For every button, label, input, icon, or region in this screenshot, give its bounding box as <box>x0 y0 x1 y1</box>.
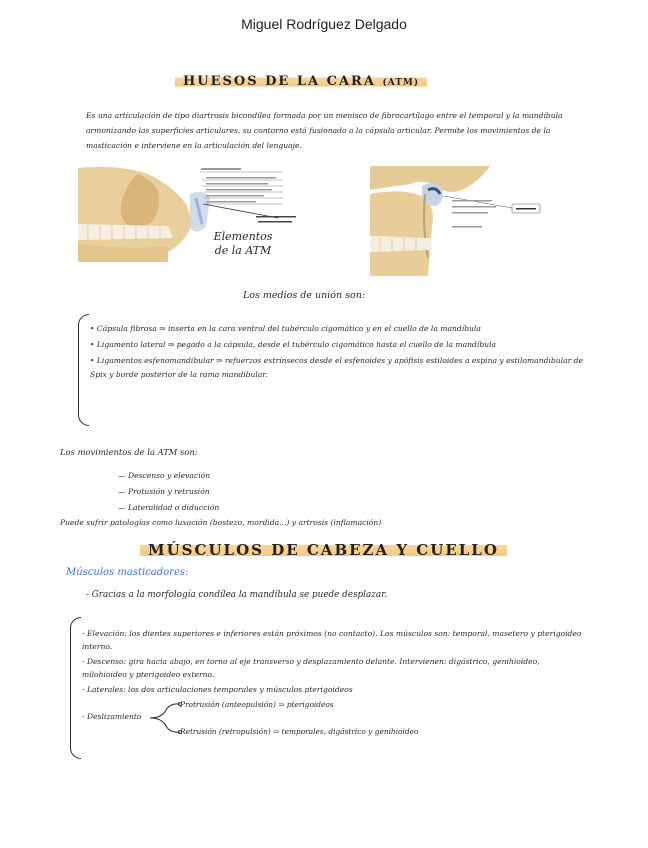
section-title-musculos: MÚSCULOS DE CABEZA Y CUELLO <box>140 541 507 559</box>
figure-caption-line2: de la ATM <box>214 244 272 257</box>
masticatory-intro: - Gracias a la morfología condílea la mandíbula se puede desplazar. <box>86 590 388 600</box>
atm-intro-paragraph: Es una articulación de tipo diartrosis bicondílea formada por un menisco de fibrocartílago entre el temporal y la mandíbula armonizando las superficies articulares, su contorno está fusionado a la cápsula articular. Permite los movimientos de la masticación e interviene en la articulación del lenguaje. <box>86 111 563 150</box>
list-item: — Protusión y retrusión <box>118 487 210 496</box>
medios-heading: Los medios de unión son: <box>243 290 366 301</box>
movements-heading: Los movimientos de la ATM son: <box>60 447 198 457</box>
sliding-protrusion: Protrusión (anteopulsión) ⇒ pterigoideos <box>180 700 334 709</box>
list-item: — Descenso y elevación <box>118 471 211 480</box>
movements-list <box>118 468 219 516</box>
list-item: • Ligamentos esfenomandibular ⇒ refuerzos extrínsecos desde el esfenoides y apófisis estiloides a espina y estilomandibular de Spix y borde posterior de la rama mandibular. <box>90 356 583 379</box>
pathology-note: Puede sufrir patologías como luxación (bostezo, mordida...) y artrosis (inflamación) <box>60 518 382 527</box>
masticatory-subtitle: Músculos masticadores: <box>66 567 189 578</box>
list-item: - Descenso: gira hacia abajo, en torno al eje transverso y desplazamiento delante. Intervienen: digástrico, genihioideo, milohioideo y pterigoideo externo. <box>82 657 540 679</box>
author-name: Miguel Rodríguez Delgado <box>241 16 407 32</box>
atm-detail-figure <box>370 166 555 276</box>
section-title-tag: (ATM) <box>382 78 420 88</box>
left-brace <box>70 617 81 759</box>
section-title-text: HUESOS DE LA CARA <box>183 74 376 89</box>
list-item: • Ligamento lateral ⇒ pegado a la cápsula, desde el tubérculo cigomático hasta el cuello de la mandíbula <box>90 340 497 349</box>
sliding-label: - Deslizamiento <box>82 712 142 721</box>
list-item: — Lateralidad o diducción <box>118 503 220 512</box>
branch-arrow-icon <box>150 700 182 736</box>
figure-caption <box>198 230 288 258</box>
left-brace <box>78 314 89 426</box>
list-item: - Laterales: los dos articulaciones temporales y músculos pterigoideos <box>82 685 353 694</box>
figure-caption-line1: Elementos <box>213 230 273 243</box>
medios-list <box>90 322 590 384</box>
section-title-huesos <box>175 74 427 89</box>
list-item: - Elevación: los dientes superiores e inferiores están próximos (no contacto). Los músculos son: temporal, masetero y pterigoideo interno. <box>82 629 582 651</box>
sliding-retrusion: Retrusión (retropulsión) ⇒ temporales, digástrico y genihioideo <box>180 727 419 736</box>
masticatory-movements-list <box>82 627 582 698</box>
atm-detail-illustration <box>370 166 555 276</box>
list-item: • Cápsula fibrosa ⇒ inserta en la cara ventral del tubérculo cigomático y en el cuello de la mandíbula <box>90 324 481 333</box>
